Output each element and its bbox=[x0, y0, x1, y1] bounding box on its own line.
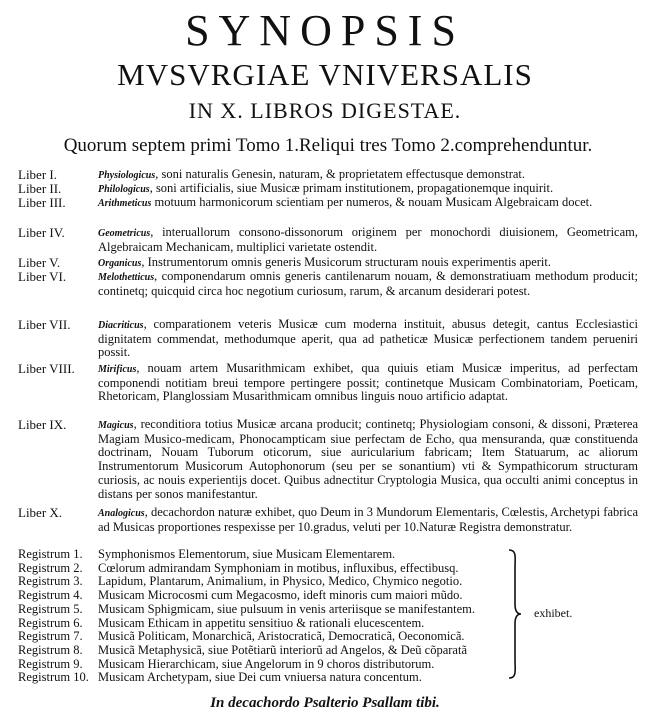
exhibet-label: exhibet. bbox=[534, 606, 573, 620]
book-label: Liber IV. bbox=[18, 225, 65, 240]
book-keyword: Magicus bbox=[98, 420, 134, 431]
book-text: , reconditiora totius Musicæ arcana producit; continetq; Physiologiam consoni, & dissoni, Præterea Magiam Musico-medicam, Phonocampticam siue perfectam de Echo, qua mensuranda, quæ constituenda doctrinam, Nouam Tuborum oticorum, siue auricularium fabricam; Item Statuarum, ac aliorum Instrumentorum Musicorum Autophonorum (seu per se sonantium) vti & Sympathicorum structuram curiosis, ac nouis experientijs docet. Quibus adnectitur Cryptologia Musica, qua occulti animi conceptus in distans per sonos manifestantur. bbox=[98, 417, 638, 501]
book-description bbox=[98, 318, 638, 360]
register-entry bbox=[18, 671, 518, 685]
book-description bbox=[98, 226, 638, 254]
title-line-1: SYNOPSIS bbox=[185, 6, 465, 55]
book-text: motuum harmonicorum scientiam per numeros, & nouam Musicam Algebraicam docet. bbox=[151, 195, 593, 209]
title-line-2: MVSVRGIAE VNIVERSALIS bbox=[117, 57, 533, 92]
title-line-3: IN X. LIBROS DIGESTAE. bbox=[188, 98, 462, 123]
book-keyword: Melothetticus bbox=[98, 272, 155, 283]
book-keyword: Physiologicus bbox=[98, 170, 156, 181]
book-text: , soni naturalis Genesin, naturam, & proprietatem effectusque demonstrat. bbox=[155, 167, 526, 181]
book-description bbox=[98, 418, 638, 501]
register-text: Musicam Ethicam in appetitu sensitiuo & rationali elucescentem. bbox=[98, 615, 425, 630]
register-text: Musicam Sphigmicam, siue pulsuum in venis arteriisque se manifestantem. bbox=[98, 601, 476, 616]
book-text: , soni artificialis, siue Musicæ primam institutionem, propagationemque inquirit. bbox=[149, 181, 554, 195]
book-text: , decachordon naturæ exhibet, quo Deum in 3 Mundorum Elementaris, Cœlestis, Archetypi fabrica ad Musicas proportiones respexisse per 10.gradus, veluti per 10.Naturæ Registra demonstratur. bbox=[98, 505, 638, 534]
register-text: Musicã Politicam, Monarchicã, Aristocraticã, Democraticã, Oeconomicã. bbox=[98, 629, 465, 644]
register-text: Lapidum, Plantarum, Animalium, in Physico, Medico, Chymico negotio. bbox=[98, 574, 463, 589]
book-text: , interuallorum consono-dissonorum originem per monochordi diuisionem, Geometricam, Algebraicam Mechanicam, multiplici varietate ostendit. bbox=[98, 225, 638, 254]
register-text: Musicam Hierarchicam, siue Angelorum in 9 choros distributorum. bbox=[98, 656, 435, 671]
book-keyword: Geometricus bbox=[98, 228, 151, 239]
book-label: Liber X. bbox=[18, 505, 63, 520]
book-label: Liber IX. bbox=[18, 417, 67, 432]
book-description bbox=[98, 196, 638, 211]
register-entry bbox=[18, 589, 518, 603]
book-description bbox=[98, 270, 638, 298]
register-entry bbox=[18, 658, 518, 672]
register-label: Registrum 1. bbox=[18, 547, 83, 561]
book-text: , componendarum omnis generis cantilenarum nouam, & demonstratiuam methodum producit; continetq; quicquid circa hoc negotium curiosum, rarum, & arcanum desiderari potest. bbox=[98, 269, 638, 298]
book-text: , nouam artem Musarithmicam exhibet, qua quiuis etiam Musicæ imperitus, ad perfectam componendi notitiam breui tempore pertingere possit; continetque Musicam Combinatoriam, Poeticam, Rhetoricam, Planglossiam Musarithmicam omnibus linguis nouo artificio adaptat. bbox=[98, 361, 638, 404]
book-label: Liber V. bbox=[18, 255, 61, 270]
book-keyword: Analogicus bbox=[98, 508, 145, 519]
right-brace-icon bbox=[507, 548, 523, 680]
register-label: Registrum 6. bbox=[18, 615, 83, 630]
book-text: , comparationem veteris Musicæ cum moderna instituit, abusus detegit, cantus Ecclesiastici dignitatem commendat, methodumque aperit, qua ad patheticæ Musicæ perfectionem tandem perueniri possit. bbox=[98, 317, 638, 360]
subtitle: Quorum septem primi Tomo 1.Reliqui tres Tomo 2.comprehenduntur. bbox=[63, 135, 593, 156]
book-keyword: Organicus bbox=[98, 258, 142, 269]
register-label: Registrum 8. bbox=[18, 642, 83, 657]
book-label: Liber VI. bbox=[18, 269, 67, 284]
register-label: Registrum 2. bbox=[18, 560, 83, 575]
register-text: Cœlorum admirandam Symphoniam in motibus, influxibus, effectibusq. bbox=[98, 560, 459, 575]
book-label: Liber II. bbox=[18, 181, 62, 196]
book-description bbox=[98, 506, 638, 534]
book-text: , Instrumentorum omnis generis Musicorum structuram nouis experimentis aperit. bbox=[141, 255, 552, 269]
book-label: Liber VII. bbox=[18, 317, 71, 332]
book-description bbox=[98, 362, 638, 404]
register-text: Symphonismos Elementorum, siue Musicam Elementarem. bbox=[98, 547, 396, 561]
book-keyword: Mirificus bbox=[98, 364, 137, 375]
register-text: Musicam Microcosmi cum Megacosmo, ideft minoris cum maiori mũdo. bbox=[98, 588, 463, 603]
motto: In decachordo Psalterio Psallam tibi. bbox=[210, 695, 440, 711]
register-entry bbox=[18, 562, 518, 576]
book-label: Liber VIII. bbox=[18, 361, 75, 376]
register-label: Registrum 9. bbox=[18, 656, 83, 671]
book-keyword: Arithmeticus bbox=[98, 198, 152, 209]
register-entry bbox=[18, 644, 518, 658]
register-label: Registrum 7. bbox=[18, 629, 83, 644]
book-label: Liber III. bbox=[18, 195, 66, 210]
register-label: Registrum 10. bbox=[18, 670, 89, 685]
register-entry bbox=[18, 575, 518, 589]
register-entry bbox=[18, 617, 518, 631]
register-text: Musicã Metaphysicã, siue Potẽtiarũ interiorũ ad Angelos, & Deũ cõparatã bbox=[98, 642, 467, 657]
book-keyword: Philologicus bbox=[98, 184, 150, 195]
book-keyword: Diacriticus bbox=[98, 320, 144, 331]
register-entry bbox=[18, 548, 518, 562]
register-entry bbox=[18, 603, 518, 617]
register-entry bbox=[18, 630, 518, 644]
register-label: Registrum 4. bbox=[18, 588, 83, 603]
register-label: Registrum 5. bbox=[18, 601, 83, 616]
register-label: Registrum 3. bbox=[18, 574, 83, 589]
register-text: Musicam Archetypam, siue Dei cum vniuersa natura concentum. bbox=[98, 670, 422, 685]
book-label: Liber I. bbox=[18, 167, 57, 182]
